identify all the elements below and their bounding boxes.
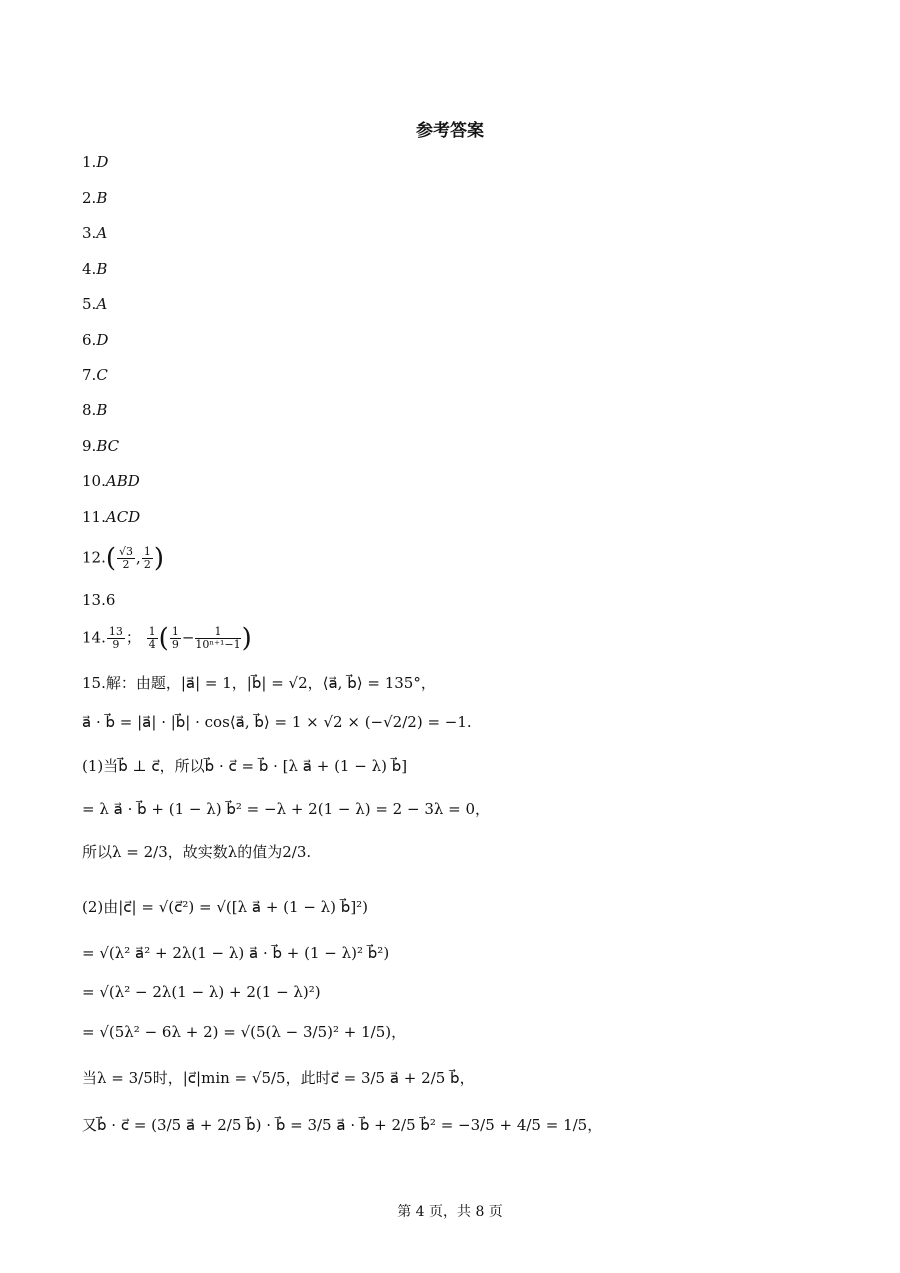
solution-line: = √(5λ² − 6λ + 2) = √(5(λ − 3/5)² + 1/5)， [82, 1023, 407, 1041]
solution-line: 又b⃗ · c⃗ = (3/5 a⃗ + 2/5 b⃗) · b⃗ = 3/5 a⃗ · b⃗ + 2/5 b⃗² = −3/5 + 4/5 = 1/5， [82, 1116, 603, 1134]
answer-line-13: 13.6 [82, 591, 116, 609]
page-footer: 第 4 页，共 8 页 [397, 1204, 503, 1220]
answer-line: 2.B [82, 189, 108, 207]
answer-line: 7.C [82, 366, 108, 384]
answer-line-12: 12.( $\frac{√3}{2}$ , $\frac{1}{2}$ ) [82, 543, 164, 574]
answer-line-14: 14. $\frac{13}{9}$ ； $\frac{1}{4}$ ( $\frac{1}{9}$ − $\frac{1}{\text{10ⁿ⁺¹−1}}$ ) [82, 623, 252, 654]
solution-line: 15.解：由题，|a⃗| = 1，|b⃗| = √2，⟨a⃗, b⃗⟩ = 135°， [82, 674, 436, 692]
solution-line: a⃗ · b⃗ = |a⃗| · |b⃗| · cos⟨a⃗, b⃗⟩ = 1 × √2 × (−√2/2) = −1. [82, 713, 472, 731]
solution-line: 所以λ = 2/3，故实数λ的值为2/3. [82, 843, 312, 861]
answer-line: 5.A [82, 295, 108, 313]
solution-line: (2)由|c⃗| = √(c⃗²) = √([λ a⃗ + (1 − λ) b⃗]²) [82, 898, 369, 916]
answer-line: 3.A [82, 224, 108, 242]
answer-line: 8.B [82, 401, 108, 419]
solution-line: (1)当b⃗ ⊥ c⃗，所以b⃗ · c⃗ = b⃗ · [λ a⃗ + (1 − λ) b⃗] [82, 757, 408, 775]
answer-line: 1.D [82, 153, 109, 171]
solution-line: = √(λ² a⃗² + 2λ(1 − λ) a⃗ · b⃗ + (1 − λ)² b⃗²) [82, 944, 390, 962]
solution-line: = λ a⃗ · b⃗ + (1 − λ) b⃗² = −λ + 2(1 − λ) = 2 − 3λ = 0， [82, 800, 491, 818]
answer-line: 6.D [82, 331, 109, 349]
answer-line: 9.BC [82, 437, 120, 455]
solution-line: 当λ = 3/5时，|c⃗|min = √5/5，此时c⃗ = 3/5 a⃗ + 2/5 b⃗， [82, 1069, 475, 1087]
answer-line: 10.ABD [82, 472, 140, 490]
page-title: 参考答案 [416, 121, 484, 141]
answer-line: 4.B [82, 260, 108, 278]
answer-line: 11.ACD [82, 508, 141, 526]
solution-line: = √(λ² − 2λ(1 − λ) + 2(1 − λ)²) [82, 983, 321, 1001]
